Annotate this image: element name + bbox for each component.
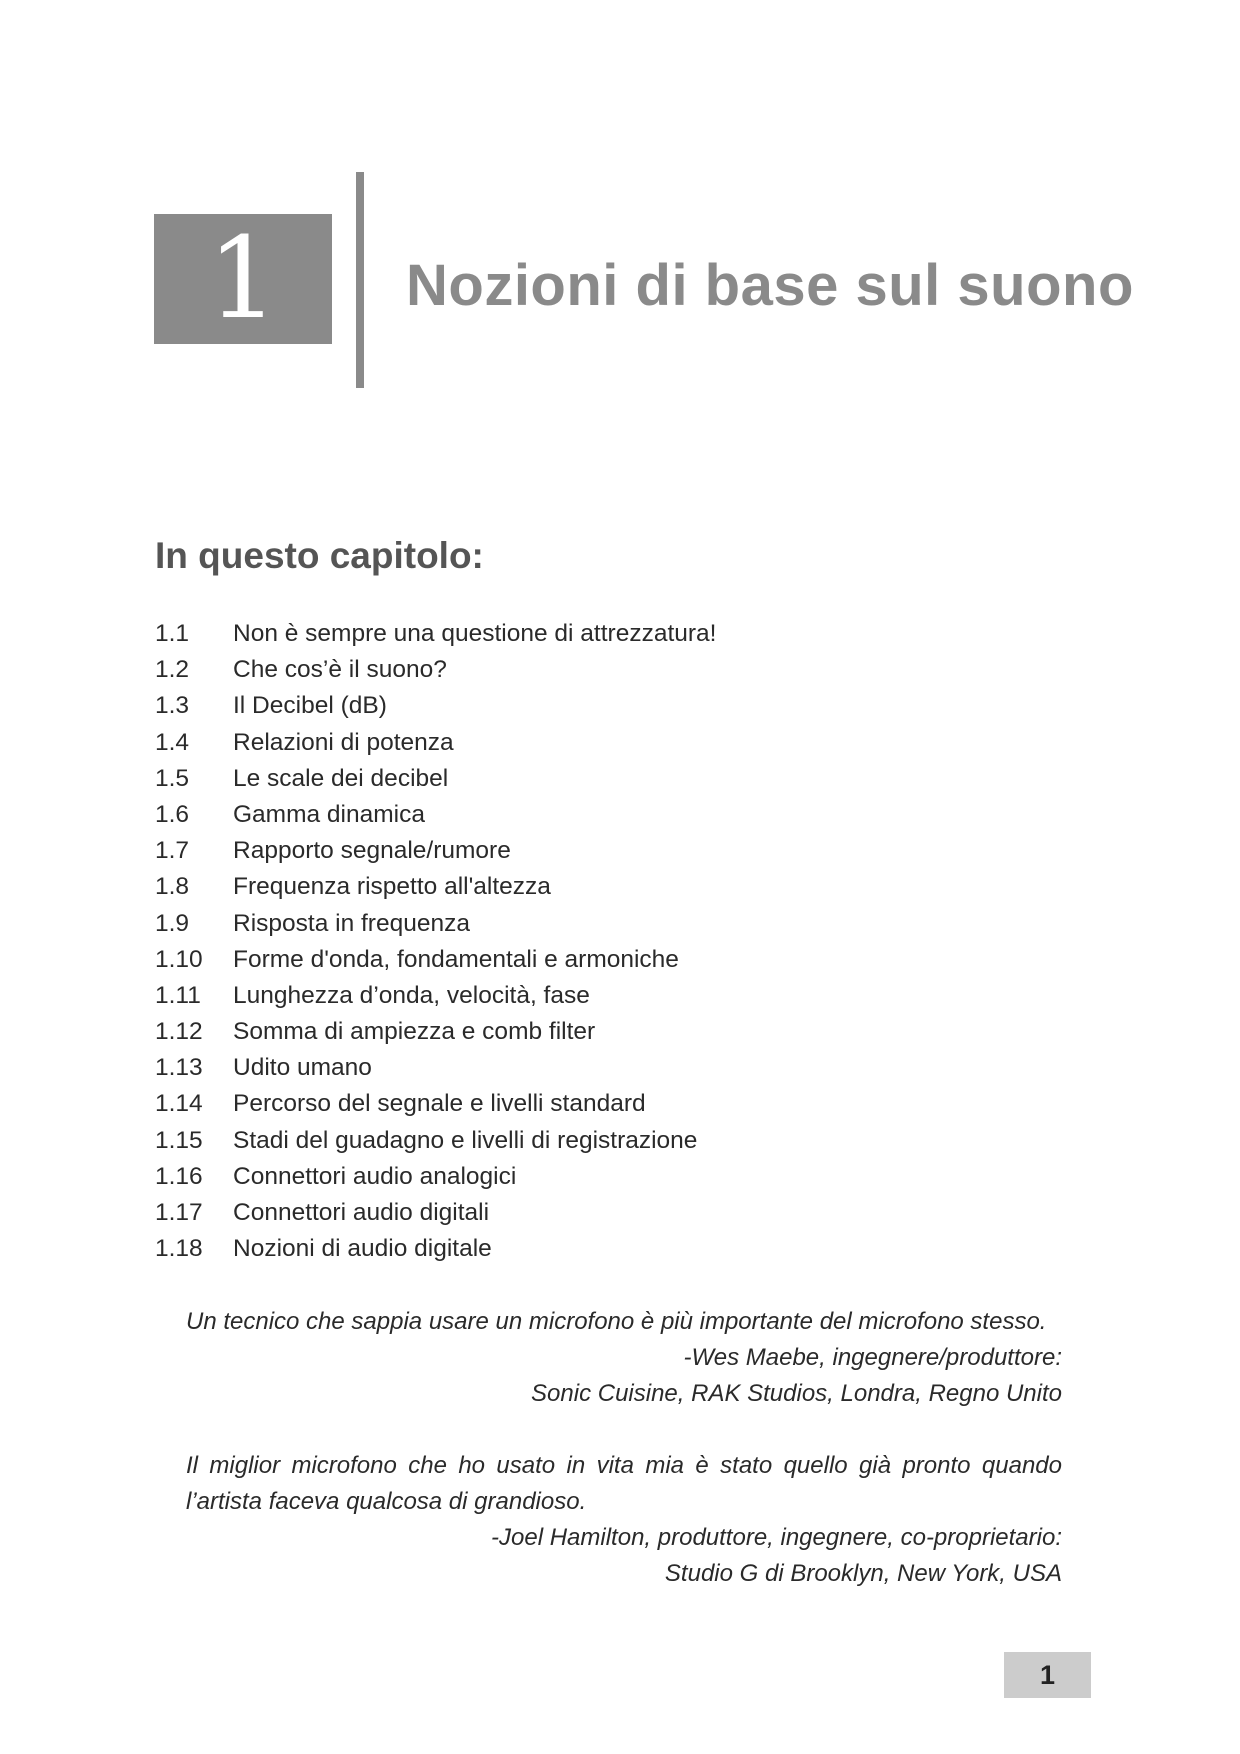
toc-item bbox=[155, 869, 716, 905]
toc-item-title: Frequenza rispetto all'altezza bbox=[233, 873, 551, 901]
toc-item bbox=[155, 1195, 716, 1231]
quote-attribution-affiliation: Sonic Cuisine, RAK Studios, Londra, Regno Unito bbox=[531, 1380, 1062, 1407]
toc-item-number: 1.9 bbox=[155, 909, 190, 937]
chapter-title: Nozioni di base sul suono bbox=[406, 253, 1134, 318]
toc-item bbox=[155, 652, 716, 688]
section-heading: In questo capitolo: bbox=[155, 535, 484, 576]
toc-item bbox=[155, 1050, 716, 1086]
toc-item-number: 1.6 bbox=[155, 800, 190, 828]
epigraph-quote bbox=[186, 1304, 1062, 1412]
page-number: 1 bbox=[1004, 1652, 1091, 1698]
toc-item-title: Forme d'onda, fondamentali e armoniche bbox=[233, 945, 679, 973]
toc-item-number: 1.14 bbox=[155, 1090, 203, 1118]
toc-item-number: 1.2 bbox=[155, 656, 190, 684]
toc-item-number: 1.15 bbox=[155, 1126, 203, 1154]
toc-item-title: Non è sempre una questione di attrezzatura! bbox=[233, 620, 717, 647]
toc-item-number: 1.8 bbox=[155, 873, 190, 901]
toc-item bbox=[155, 978, 716, 1014]
toc-item-number: 1.3 bbox=[155, 692, 190, 720]
toc-item-title: Le scale dei decibel bbox=[233, 764, 449, 792]
quote-text: Il miglior microfono che ho usato in vita mia è stato quello già pronto quando l’artista faceva qualcosa di grandioso. bbox=[186, 1452, 1062, 1515]
toc-item-title: Risposta in frequenza bbox=[233, 909, 470, 937]
toc-item-title: Gamma dinamica bbox=[233, 800, 425, 828]
toc-item-number: 1.18 bbox=[155, 1235, 203, 1263]
chapter-divider bbox=[356, 172, 364, 388]
toc-item-number: 1.7 bbox=[155, 837, 190, 865]
toc-item bbox=[155, 616, 716, 652]
toc-item bbox=[155, 761, 716, 797]
toc-item bbox=[155, 942, 716, 978]
quote-text: Un tecnico che sappia usare un microfono è più importante del microfono stesso. bbox=[186, 1308, 1047, 1335]
toc-item-number: 1.1 bbox=[155, 620, 190, 647]
toc-item-title: Stadi del guadagno e livelli di registrazione bbox=[233, 1126, 698, 1154]
toc-item bbox=[155, 1159, 716, 1195]
toc-item-number: 1.16 bbox=[155, 1162, 203, 1190]
chapter-number-box bbox=[154, 214, 332, 344]
toc-item-number: 1.17 bbox=[155, 1199, 203, 1226]
toc-item-number: 1.13 bbox=[155, 1054, 203, 1082]
quote-attribution: -Joel Hamilton, produttore, ingegnere, co-proprietario: bbox=[491, 1524, 1062, 1551]
toc-item-title: Connettori audio digitali bbox=[233, 1199, 490, 1226]
toc-item bbox=[155, 1014, 716, 1050]
epigraph-quote bbox=[186, 1448, 1062, 1592]
toc-item-number: 1.4 bbox=[155, 728, 190, 756]
toc-item-title: Il Decibel (dB) bbox=[233, 692, 387, 720]
toc-item bbox=[155, 797, 716, 833]
chapter-contents-list bbox=[155, 616, 716, 1267]
toc-item-title: Somma di ampiezza e comb filter bbox=[233, 1018, 596, 1046]
toc-item bbox=[155, 906, 716, 942]
toc-item-title: Udito umano bbox=[233, 1054, 372, 1082]
toc-item bbox=[155, 725, 716, 761]
toc-item bbox=[155, 833, 716, 869]
toc-item-title: Nozioni di audio digitale bbox=[233, 1235, 492, 1263]
toc-item-number: 1.10 bbox=[155, 945, 203, 973]
toc-item-number: 1.12 bbox=[155, 1018, 203, 1046]
toc-item-title: Che cos’è il suono? bbox=[233, 656, 447, 684]
quote-attribution-affiliation: Studio G di Brooklyn, New York, USA bbox=[664, 1560, 1062, 1587]
quote-attribution: -Wes Maebe, ingegnere/produttore: bbox=[683, 1344, 1062, 1371]
toc-item-title: Connettori audio analogici bbox=[233, 1162, 517, 1190]
toc-item-title: Lunghezza d’onda, velocità, fase bbox=[233, 981, 590, 1009]
toc-item-number: 1.5 bbox=[155, 764, 190, 792]
toc-item bbox=[155, 688, 716, 724]
toc-item-title: Percorso del segnale e livelli standard bbox=[233, 1090, 646, 1118]
toc-item bbox=[155, 1231, 716, 1267]
toc-item-title: Relazioni di potenza bbox=[233, 728, 454, 756]
chapter-number: 1 bbox=[207, 214, 279, 344]
toc-item-title: Rapporto segnale/rumore bbox=[233, 837, 511, 865]
toc-item-number: 1.11 bbox=[155, 981, 201, 1009]
toc-item bbox=[155, 1123, 716, 1159]
toc-item bbox=[155, 1086, 716, 1122]
